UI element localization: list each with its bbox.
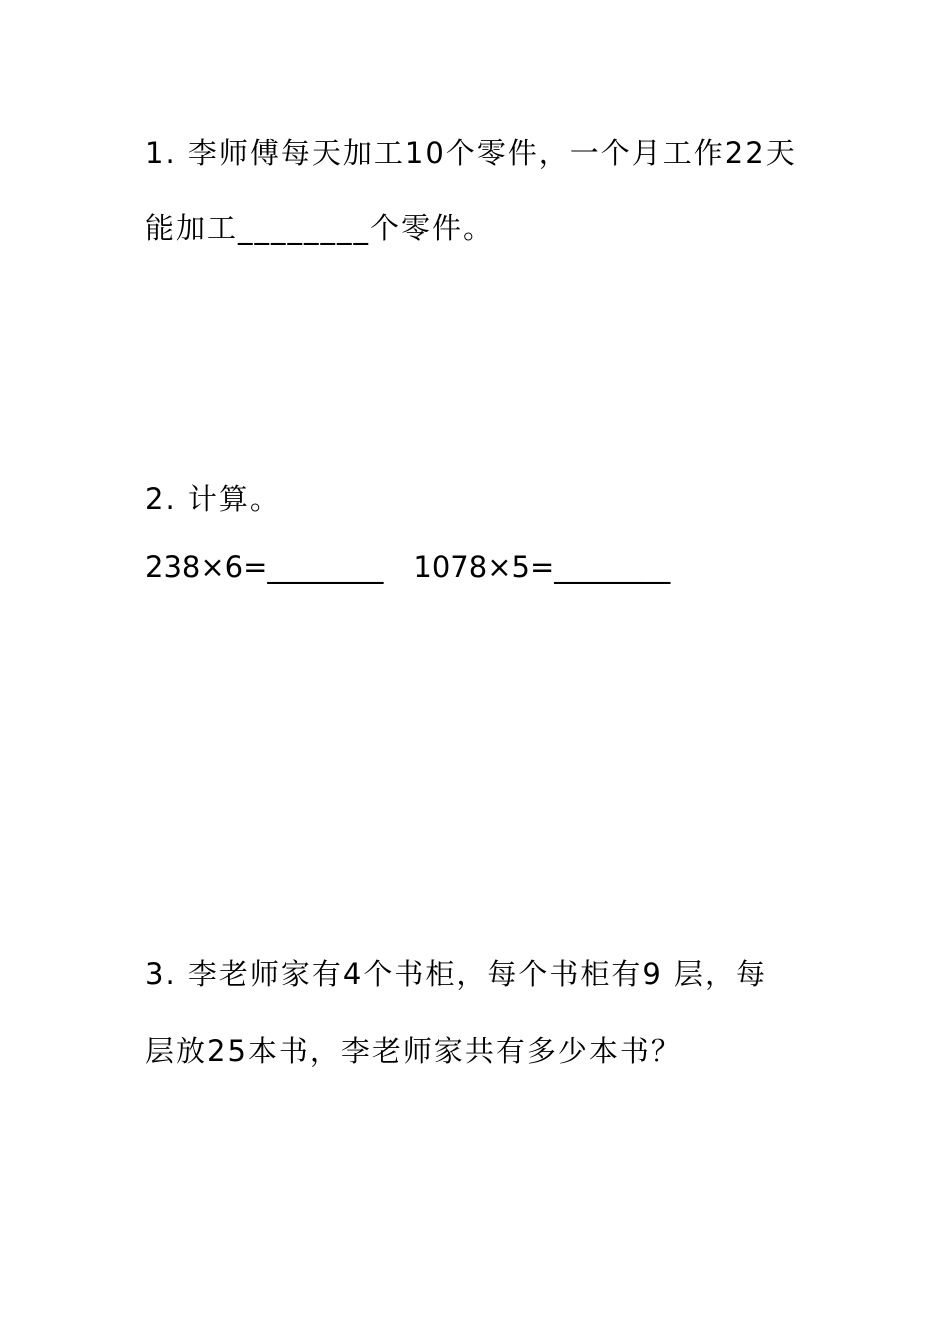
question-3-line-1: 3. 李老师家有4个书柜，每个书柜有9 层，每 [145, 957, 768, 991]
question-2-calculations [145, 549, 670, 585]
calc-expression-1: 238×6=________ [145, 550, 384, 584]
question-1-line-1: 1. 李师傅每天加工10个零件，一个月工作22天 [145, 136, 797, 170]
question-3-line-2: 层放25本书，李老师家共有多少本书？ [145, 1034, 682, 1068]
calc-expression-2: 1078×5=________ [413, 550, 671, 584]
question-1-line-2: 能加工________个零件。 [145, 211, 495, 245]
question-2-title: 2. 计算。 [145, 482, 281, 516]
